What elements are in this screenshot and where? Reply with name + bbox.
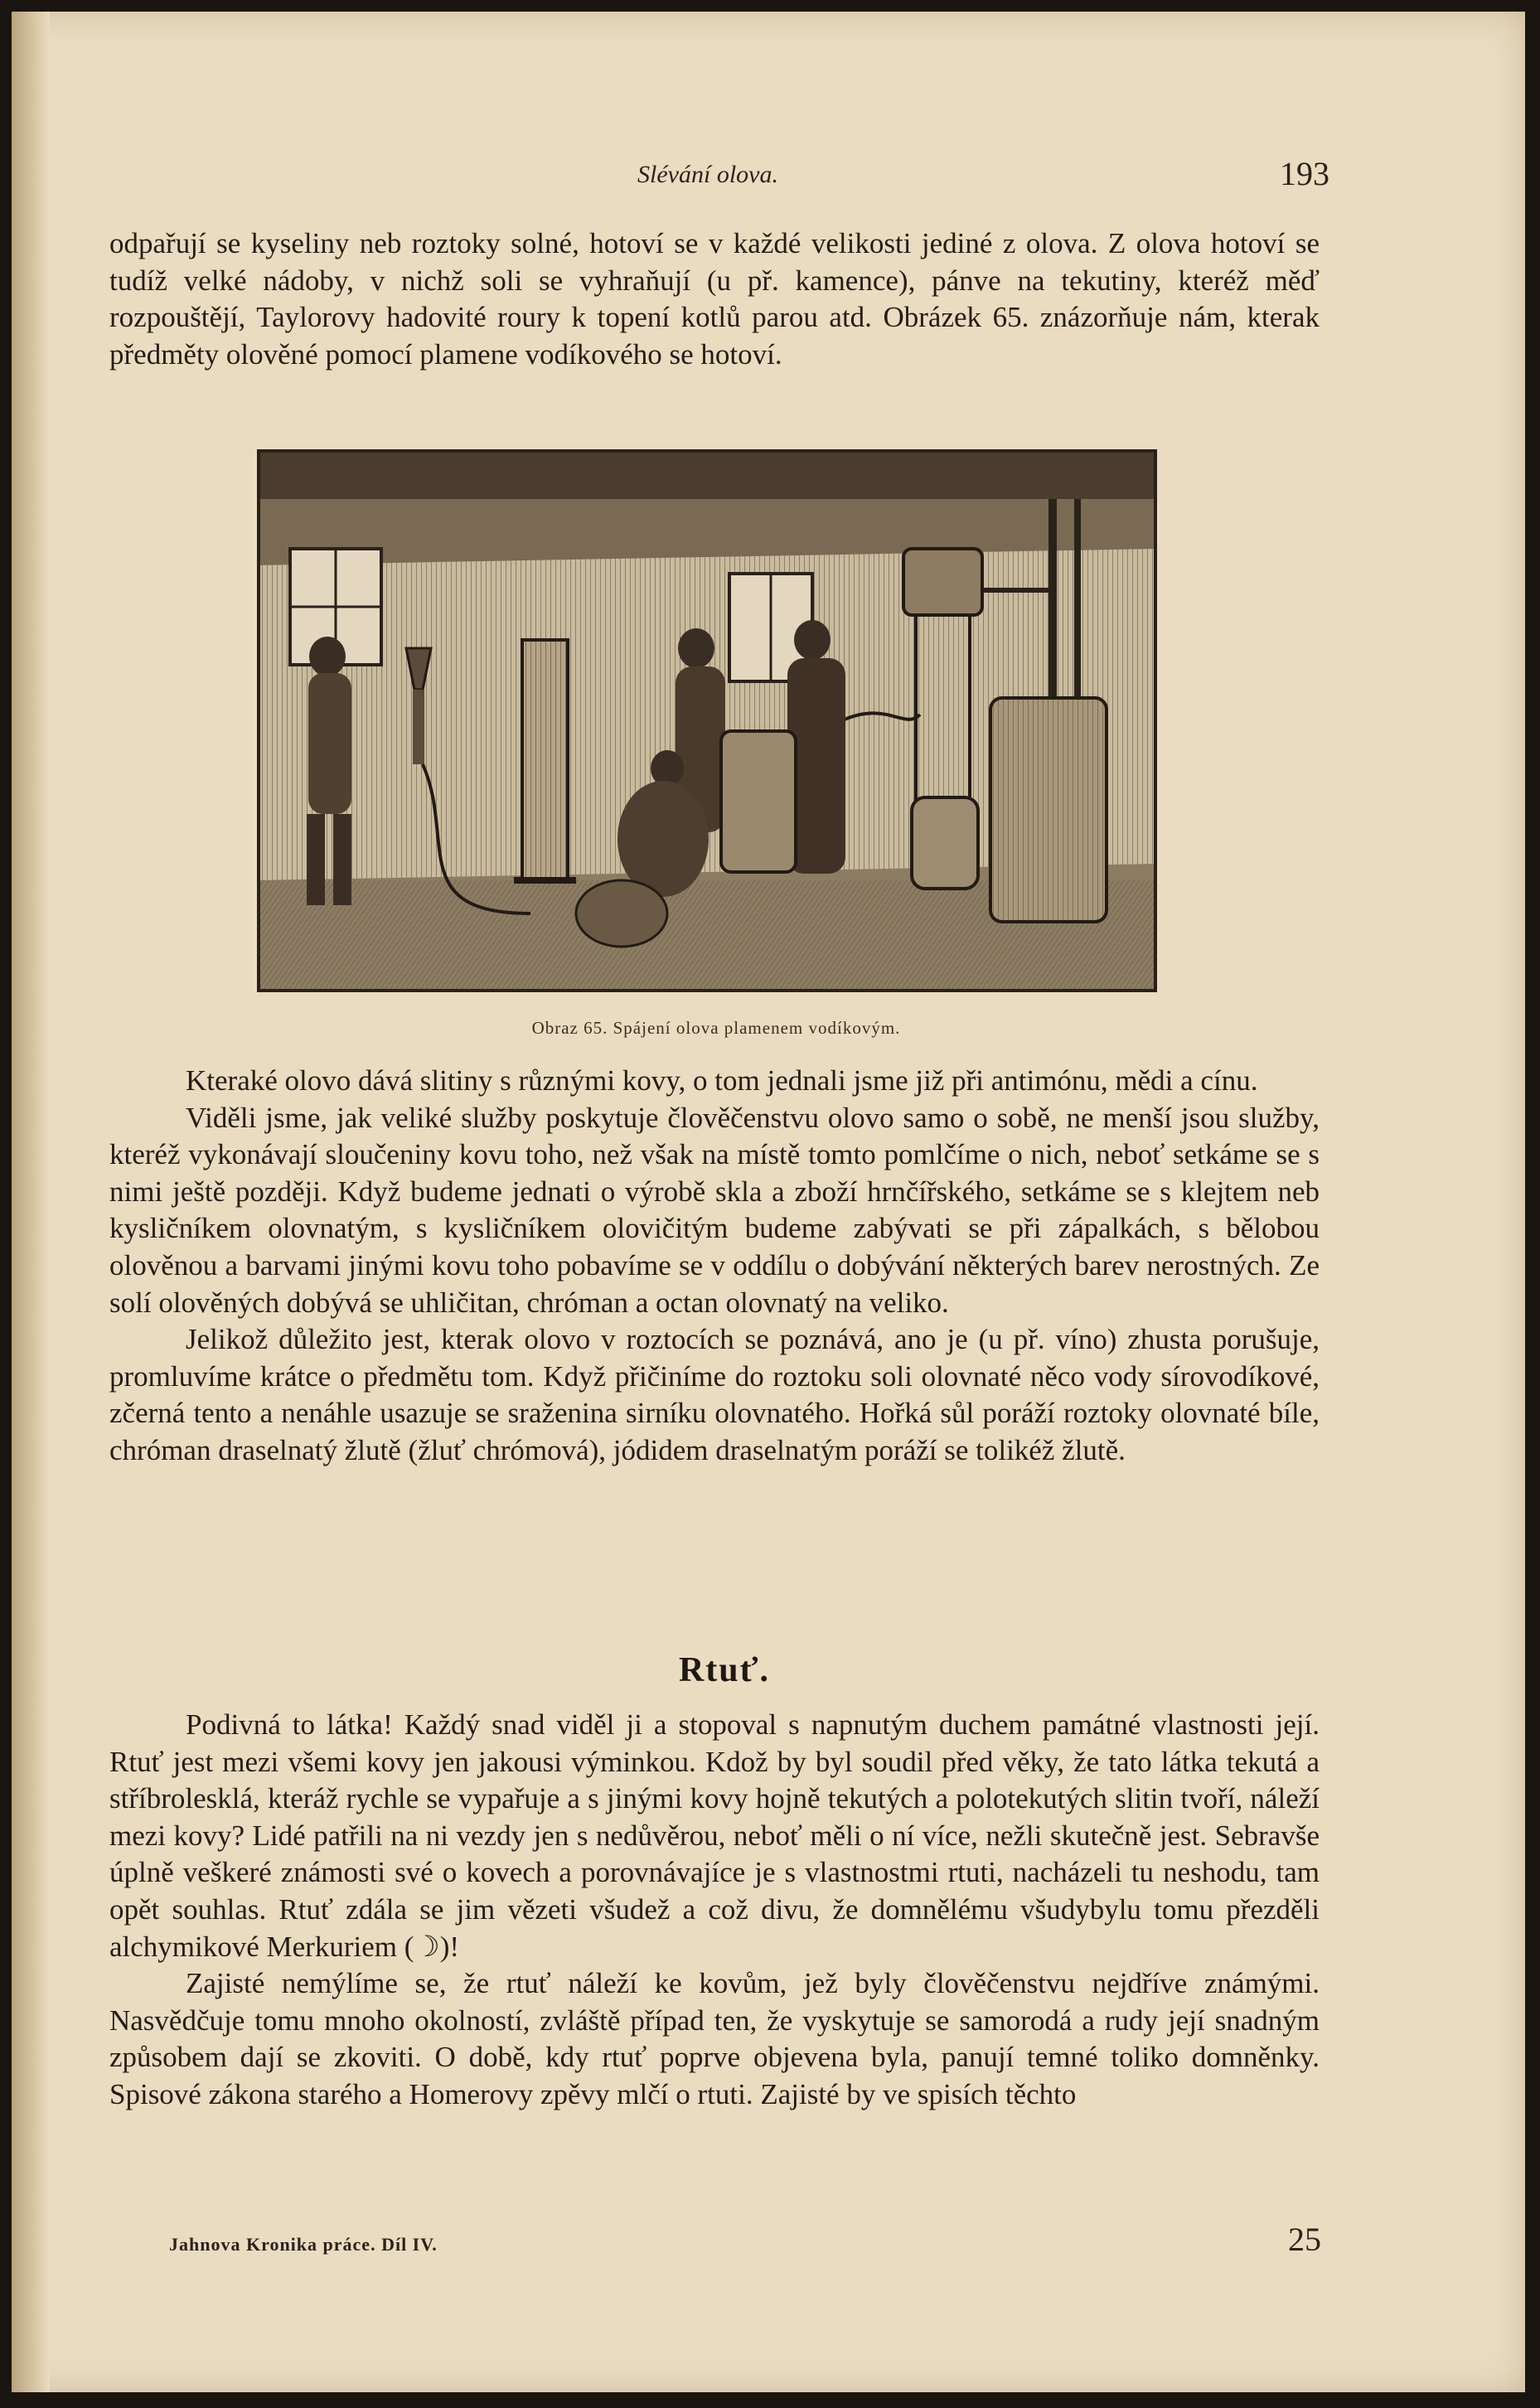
paragraph-mercury-intro: Podivná to látka! Každý snad viděl ji a stopoval s napnutým duchem památné vlastnosti její. Rtuť jest mezi všemi kovy jen jakousi výminkou. Kdož by byl soudil před věky, že tato látka tekutá a stříbrolesklá, kteráž rychle se vypařuje a s jinými kovy hojně tekutých a polotekutých slitin tvoří, náleží mezi kovy? Lidé patřili na ni vezdy jen s nedůvěrou, neboť měli o ní více, nežli skutečně jest. Sebravše úplně veškeré známosti své o kovech a porovnávajíce je s vlastnostmi rtuti, nacházeli tu neshodu, tam opět souhlas. Rtuť zdála se jim vězeti všudež a což divu, že domnělému všudybylu tomu přezděli alchymikové Merkuriem (☽)! [109, 1708, 1320, 1963]
footer-source: Jahnova Kronika práce. Díl IV. [169, 2234, 438, 2255]
paragraph-alloys: Kteraké olovo dává slitiny s různými kovy, o tom jednali jsme již při antimónu, mědi a cínu. [186, 1064, 1258, 1097]
page-number: 193 [1280, 155, 1329, 192]
page-binding-edge [12, 12, 50, 2392]
paragraph-intro: odpařují se kyseliny neb roztoky solné, hotoví se v každé velikosti jediné z olova. Z olova hotoví se tudíž velké nádoby, v nichž soli se vyhraňují (u př. kamence), pánve na tekutiny, kteréž měď rozpouštějí, Taylorovy hadovité roury k topení kotlů parou atd. Obrázek 65. znázorňuje nám, kterak předměty olověné pomocí plamene vodíkového se hotoví. [109, 227, 1320, 371]
engraving-illustration [257, 449, 1157, 992]
middle-paragraphs [109, 1063, 1320, 1470]
paragraph-compounds: Viděli jsme, jak veliké služby poskytuje člověčenstvu olovo samo o sobě, ne menší jsou služby, kteréž vykonávají sloučeniny kovu toho, než však na místě tomto pomlčíme o nich, neboť setkáme se s nimi ještě později. Když budeme jednati o výrobě skla a zboží hrnčířského, setkáme se s klejtem neb kysličníkem olovnatým, s kysličníkem olovičitým budeme zabývati se při zápalkách, s bělobou olověnou a barvami jinými kovu toho pobavíme se v oddílu o dobývání některých barev nerostných. Ze solí olověných dobývá se uhličitan, chróman a octan olovnatý na veliko. [109, 1101, 1320, 1319]
engraving-figure [257, 449, 1157, 992]
figure-caption: Obraz 65. Spájení olova plamenem vodíkovým. [531, 1018, 901, 1038]
footer-signature: 25 [1288, 2221, 1321, 2258]
paragraph-mercury-history: Zajisté nemýlíme se, že rtuť náleží ke kovům, jež byly člověčenstvu nejdříve známými. Nasvědčuje tomu mnoho okolností, zvláště případ ten, že vyskytuje se samorodá a rudy její snadným způsobem dají se zkoviti. O době, kdy rtuť poprve objevena byla, panují temné toliko domněnky. Spisové zákona starého a Homerovy zpěvy mlčí o rtuti. Zajisté by ve spisích těchto [109, 1967, 1320, 2110]
paragraph-detection: Jelikož důležito jest, kterak olovo v roztocích se poznává, ano je (u př. víno) zhusta porušuje, promluvíme krátce o předmětu tom. Když přičiníme do roztoku soli olovnaté něco vody sírovodíkové, zčerná tento a nenáhle usazuje se sraženina sirníku olovnatého. Hořká sůl poráží roztoky olovnaté bíle, chróman draselnatý žlutě (žluť chrómová), jódidem draselnatým poráží se tolikéž žlutě. [109, 1323, 1320, 1466]
book-page [12, 12, 1525, 2392]
running-title: Slévání olova. [637, 161, 778, 188]
section-heading: Rtuť. [678, 1651, 771, 1689]
lower-paragraphs [109, 1707, 1320, 2114]
